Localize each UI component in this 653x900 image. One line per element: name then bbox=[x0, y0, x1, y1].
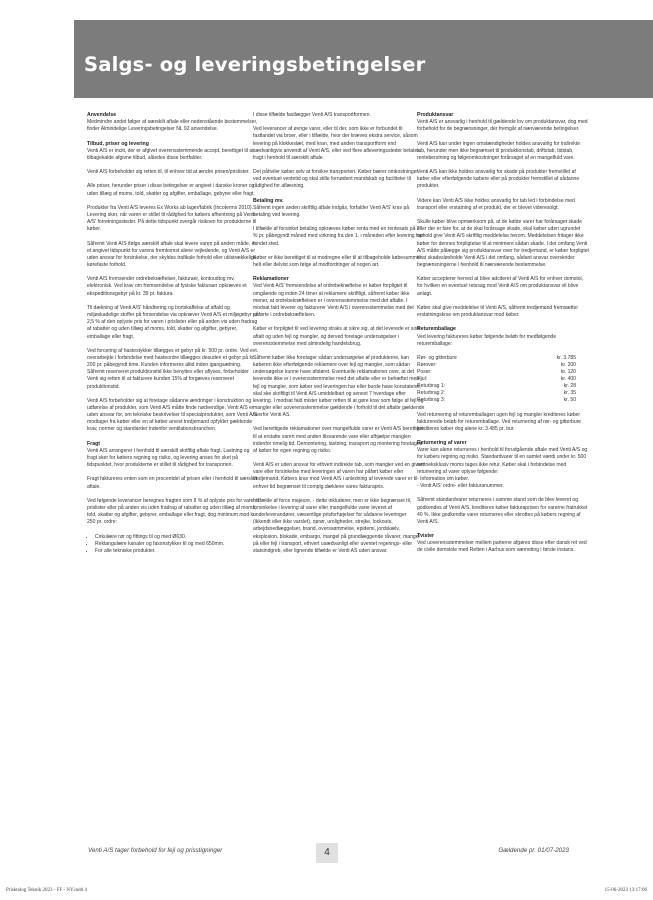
paragraph-text: Ved leverancer af øvrige varer, eller til der, som ikke er forbundet til fastlandet via broer, eller i tilfælde, hvor der kræves ekstra service, såsom levering på klokkeslæt, med kran, med anden transportform end sædvanligvis anvendt af Venti A/S, eller ved flere afleveringssteder betales fragt i henhold til særskilt aftale. bbox=[253, 126, 420, 161]
terms-paragraph bbox=[253, 426, 425, 455]
paragraph-text: Medmindre andet følger af særskilt aftale eller nedenstående bestemmelser, finder Almindelige Leveringsbetingelser NL 92 anvendelse. bbox=[87, 119, 258, 133]
terms-paragraph bbox=[417, 198, 589, 212]
paragraph-text: Køber er ikke berettiget til at modregne eller til at tilbageholde købesummen helt eller delvist som følge af modfordringer af nogen art. bbox=[253, 254, 423, 269]
terms-paragraph bbox=[253, 169, 425, 190]
paragraph-text: Ved uoverensstemmelser mellem parterne afgøres disse efter dansk ret ved de civile domstole med Retten i Aarhus som værneting i første instans. bbox=[417, 540, 587, 554]
packaging-price: kr. 50 bbox=[563, 397, 576, 404]
paragraph-text: Venti A/S er ansvarlig i henhold til gældende lov om produktansvar, dog med forbehold for de begrænsninger, der fremgår af nærværende betingelser. bbox=[417, 119, 588, 133]
column-right bbox=[417, 112, 589, 562]
terms-paragraph bbox=[253, 355, 425, 419]
section-heading: Tilbud, priser og levering bbox=[87, 140, 149, 147]
paragraph-text: Ved berettigede reklamationer over mangelfulde varer er Venti A/S berettiget til at erstatte varen med anden tilsvarende vare eller afhjælpe manglen indenfor rimelig tid. Demontering, lastning, transport og montering foretages af køber for egen regning og risiko. bbox=[253, 426, 424, 454]
terms-paragraph bbox=[87, 498, 259, 527]
paragraph-text: Videre kan Venti A/S ikke holdes ansvarlig for tab led i forbindelse med transport eller erstatning af et produkt, der er blevet videresolgt. bbox=[417, 197, 575, 211]
terms-sections-left bbox=[87, 112, 259, 526]
packaging-price: kr. 400 bbox=[560, 376, 576, 383]
paragraph-text: Såfremt køber ikke foretager sådan undersøgelse af produkterne, kan køberen ikke efterfølgende reklamere over fejl og mangler, som sådan undersøgelse kunne have afsløret. Eventuelle reklamationer over, at det leverede ikke er i overensstemmelse med det aftalte eller er behæftet med fejl og mangler, som køber ved leveringen har eller burde have konstateret, skal ske skriftligt til Venti A/S umiddelbart og senest 7 hverdage efter levering. I modsat fald mister køber retten til at gøre krav som følge af fejl og mangler eller uoverensstemmelse gældende i forhold til det aftalte gældende overfor Venti AS. bbox=[253, 354, 425, 419]
footer-disclaimer: Venti A/S tager forbehold for fejl og prisstigninger bbox=[88, 847, 223, 854]
paragraph-text: Venti A/S forbeholder sig at foretage sådanne ændringer i konstruktion og udførelse af produkter, som Venti A/S måtte finde nødvendige. Venti A/S er uden ansvar for, om tekniske beskrivelser til specialprodukter, som Venti A/S modtager fra køber eller en af køber anvist tredjemand opfylder gældende krav, normer og standarder indenfor ventilationsbranchen. bbox=[87, 397, 258, 433]
paragraph-text: Ved Venti A/S' fremsendelse af ordrebekræftelse er køber forpligtet til omgående og inden 24 timer at reklamere skriftligt, såfremt køber ikke mener, at ordrebekræftelsen er i overensstemmelse med det aftalte. I modsat fald leverer og fakturerer Venti A/S i overensstemmelse med det anførte i ordrebekræftelsen. bbox=[253, 283, 414, 319]
page-title: Salgs- og leveringsbetingelser bbox=[84, 53, 426, 76]
terms-paragraph bbox=[87, 348, 259, 391]
column-left bbox=[87, 112, 259, 562]
terms-sections-middle bbox=[253, 112, 425, 555]
table-row bbox=[417, 355, 576, 362]
packaging-name: Rør- og gitterbure bbox=[417, 354, 457, 361]
column-middle bbox=[253, 112, 425, 562]
terms-paragraph bbox=[87, 398, 259, 434]
paragraph-text: Alle priser, herunder priser i disse betingelser er angivet i danske kroner og uden tillæg af moms, told, skatter og afgifter, emballage, gebyrer eller fragt. bbox=[87, 183, 255, 197]
paragraph-text: Venti A/S er uden ansvar for ethvert indirekte tab, som mangler ved en given vare eller forsinkelse med leveringen af varen har påført køber eller tredjemand. Købers krav mod Venti A/S i anledning af leverede varer er til enhver tid begrænset til complg.dæklene vares fakturapris. bbox=[253, 462, 424, 490]
paragraph-text: Ved forcering af hastestykker tillægges et gebyr på kr. 500 pr. ordre. Ved evt. overarbejde i forbindelse med hasteordre tillægges desuden et gebyr på kr. 200 pr. påbegyndt time. Kunden informeres altid inden igangsætning. Såfremt reserveret produktionstid ikke benyttes eller aflyses, forbeholder Venti sig retten til at fakturere kunden 15% af forgæves reserveret produktionstid. bbox=[87, 347, 259, 390]
paragraph-text: I tilfælde af force majeure, - dette inkluderer, men er ikke begrænset til, forsinkelse i levering af varer eller mangelfulde varer leveret af underleverandører, væsentlige prisforhøjelser for sådanne leveringer (ikkendt eller ikke varslet), oprør, uroligheder, strejke, lockouts, arbejdsnedlæggelser, brand, oversvømmelse, epidemi, jordskælv, eksplosion, blokade, embargo, mangel på grundlæggende råvarer, mangel på eller fejl i transport, ethvert usædvanligt eller uventet regerings- eller statsindgreb, eller lignende tilfælde er Venti AS uden ansvar. bbox=[253, 497, 420, 554]
paragraph-text: Fragt faktureres enten som en procentdel af prisen eller i henhold til særskilt aftale. bbox=[87, 476, 257, 490]
section-heading: Tvister bbox=[417, 533, 435, 540]
packaging-name: Hjul: bbox=[417, 376, 428, 383]
list-item: • For alle tekniske produkter. bbox=[95, 548, 259, 555]
paragraph-text: Ved følgende leverancer beregnes fragten som 8 % af oplyste pris for varen i prislister eller på anden vis uden fradrag af rabatter og uden tillæg af moms, told, skatter og afgifter, gebyrer, emballage eller fragt, dog minimum mod kr. 250 pr. ordre: bbox=[87, 497, 259, 526]
terms-paragraph bbox=[87, 305, 259, 341]
terms-paragraph bbox=[253, 276, 425, 319]
terms-paragraph bbox=[87, 183, 259, 197]
terms-paragraph bbox=[417, 141, 589, 162]
section-heading: Anvendelse bbox=[87, 112, 117, 118]
terms-paragraph bbox=[417, 326, 589, 348]
packaging-price: kr. 200 bbox=[560, 362, 576, 368]
terms-paragraph bbox=[87, 241, 259, 270]
table-row bbox=[417, 362, 576, 369]
section-heading: Returnering af varer bbox=[417, 440, 467, 447]
terms-paragraph bbox=[87, 112, 259, 134]
paragraph-text: Køber skal give meddelelse til Venti A/S, såfremt tredjemand fremsætter erstatningskrav om produktansvar mod køber. bbox=[417, 304, 579, 319]
packaging-name: Poser: bbox=[417, 369, 432, 376]
paragraph-text: Venti A/S fremsender ordrebekræftelser, fakturaer, kontoudtog mv. elektronisk. Ved krav om fremsendelse af fysiske fakturaer opkræves et ekspeditionsgebyr på kr. 39 pr. faktura. bbox=[87, 276, 247, 297]
paragraph-text: Køber accepterer herved at blive adciteret af Venti A/S for enhver domstol, for hvilken en eventuel retssag mod Venti A/S om produktansvar vil blive anlagt. bbox=[417, 276, 584, 297]
packaging-name: Returbrag 2: bbox=[417, 390, 446, 397]
terms-paragraph bbox=[87, 476, 259, 490]
terms-paragraph bbox=[253, 498, 425, 555]
terms-paragraph bbox=[417, 440, 589, 490]
paragraph-text: Venti A/S forbeholder sig retten til, til enhver tid at ændre prisen/prislister. bbox=[87, 169, 250, 176]
print-slug-file: Prisktalog Teknik 2023 - FF - NY.indd 4 bbox=[6, 888, 87, 893]
terms-paragraph bbox=[417, 276, 589, 297]
terms-paragraph bbox=[417, 305, 589, 319]
table-row bbox=[417, 369, 576, 376]
paragraph-text: Varer kan alene returneres i henhold til forudgående aftale med Venti A/S og for købers regning og risiko. Standardvarer til en samlet værdi under kr. 500 nettoeksklusiv moms tages ikke retur. Køber skal i forbindelse med returnering af varer oplyse følgende: - Information om køber. - Venti A/S' ordre- eller fakturanummer. bbox=[417, 447, 588, 490]
table-row bbox=[417, 383, 576, 390]
packaging-price: kr. 28 bbox=[563, 383, 576, 390]
page-number: 4 bbox=[316, 843, 338, 863]
table-row bbox=[417, 376, 576, 383]
paragraph-text: Såfremt Venti A/S ifølge særskilt aftale skal levere varen på anden måde, er et angivet tidspunkt for varens fremkomst alene vejledende, og Venti A/S er uden ansvar for forsinkelse, der skyldes trafikale forhold eller utilstrækkelige kørefaste forhold. bbox=[87, 240, 257, 269]
paragraph-text: Såfremt standardvarer returneres i samme stand som de blev leveret og godkendes af Venti A/S, krediteres køber fakturaprisen for varerne fratrukket 40 %. Ikke godkendte varer returneres eller skrottes på købers regning af Venti A/S. bbox=[417, 497, 588, 525]
paragraph-text: Til dækning af Venti A/S' håndtering og bortskaffelse af affald og miljøskadelige stoffer på forsendelse via opkræver Venti A/S et miljøgebyr på 2,5 % af den oplyste pris for varen i prislister eller på anden vis uden fradrag af rabatter og uden tillæg af moms, told, skatter og afgifter, gebyrer, emballage eller fragt. bbox=[87, 304, 259, 340]
terms-paragraph bbox=[87, 276, 259, 297]
section-heading: Produktansvar bbox=[417, 112, 454, 118]
terms-paragraph bbox=[417, 219, 589, 269]
paragraph-text: Venti A/S kan ikke holdes ansvarlig for skade på produkter fremstillet af køber eller efterfølgende købere eller på produkter fremstillet af sådanne produkter. bbox=[417, 169, 580, 190]
terms-paragraph bbox=[87, 441, 259, 470]
paragraph-text: Såfremt ingen anden skriftlig aftale indgås, forfalder Venti A/S' krav på betaling ved levering. bbox=[253, 204, 410, 219]
return-packaging-table bbox=[417, 355, 576, 405]
packaging-price: kr. 120 bbox=[560, 369, 576, 376]
section-heading: Fragt bbox=[87, 440, 100, 447]
packaging-name: Rørover: bbox=[417, 362, 437, 368]
table-row bbox=[417, 397, 576, 404]
terms-paragraph bbox=[417, 169, 589, 190]
terms-paragraph bbox=[417, 112, 589, 134]
terms-paragraph bbox=[253, 326, 425, 347]
paragraph-text: Venti A/S er inciti, der er afgivet overensstemmende accept, berettiget til at tilbagekalde afgivne tilbud, således disse bortfalder. bbox=[87, 147, 254, 161]
terms-paragraph bbox=[417, 412, 589, 433]
terms-paragraph bbox=[87, 141, 259, 163]
terms-paragraph bbox=[253, 462, 425, 491]
terms-paragraph bbox=[417, 497, 589, 526]
paragraph-text: Skulle køber blive opmærksom på, at de købte varer har forårsaget skade eller der er fare for, at de skal forårsage skade, skal køber uden ugrundet ophold give Venti A/S skriftlig meddelelse herom. Meddelelsen fritager ikke køber for dennes forpligtelse til at minimere sådan skade. I det omfang Venti A/S måtte pålægge sig produktansvar over for tredjemand, er køber forpligtet til at skadesløsholde Venti A/S i det omfang, sådant ansvar overskrider begrænsningerne i henhold til nærværende bestemmelse. bbox=[417, 219, 589, 269]
table-row bbox=[417, 390, 576, 397]
paragraph-text: I disse tilfælde fastlægger Venti A/S transportformen. bbox=[253, 112, 371, 118]
list-item: • Cirkulære rør og fittings til og med Ø630. bbox=[95, 534, 259, 541]
terms-paragraph bbox=[253, 255, 425, 269]
terms-paragraph bbox=[253, 126, 425, 162]
print-slug-date: 15-06-2023 13:17:06 bbox=[604, 888, 647, 893]
terms-paragraph bbox=[253, 198, 425, 220]
section-heading: Returemballage bbox=[417, 326, 456, 333]
terms-sections-right-lower bbox=[417, 412, 589, 555]
terms-paragraph bbox=[87, 205, 259, 234]
footer-validity: Gældende pr. 01/07-2023 bbox=[498, 847, 569, 854]
paragraph-text: Køber er forpligtet til ved levering straks at sikre sig, at det leverede er som aftalt og uden fejl og mangler, og derved foretage undersøgelser i overensstemmelse med almindelig handelsbrug. bbox=[253, 326, 421, 347]
paragraph-text: I tilfælde af forsinket betaling opkræves køber renta med en rentesats på 2 % pr. påbegyndt måned med virkning fra den 1. i måneden efter levering har fundet sted. bbox=[253, 226, 424, 247]
paragraph-text: Ved levering faktureres køber følgende beløb for medfølgende returemballage: bbox=[417, 333, 557, 347]
terms-paragraph bbox=[417, 533, 589, 555]
packaging-price: kr. 3.785 bbox=[556, 354, 576, 361]
freight-product-list bbox=[87, 534, 259, 555]
terms-sections-right bbox=[417, 112, 589, 348]
paragraph-text: Produkter fra Venti A/S leveres Ex Works ab lager/fabrik (Incoterms 2010). Levering sker, når varen er stillet til rådighed for købers afhentning på Venti A/S' forretningssteder. På dette tidspunkt overgår risikoen for produkterne til køber. bbox=[87, 204, 257, 233]
paragraph-text: Ved returnering af returemballagen ugen fejl og mangler krediteres køber fakturerede beløb for returemballage. Ved returnering af rør- og gitterbure krediteres køber dog alene kr. 3.485 pr. bur. bbox=[417, 411, 582, 432]
packaging-name: Returbrag 1: bbox=[417, 383, 446, 390]
paragraph-text: Venti A/S arrangerer i henhold til særskilt skriftlig aftale fragt. Lastning og fragt sker for købers regning og risiko, og levering anses for sket på tidspunktet, hvor produkterne er stillet til rådighed for transporten. bbox=[87, 447, 250, 469]
terms-paragraph bbox=[87, 169, 259, 176]
paragraph-text: Venti A/S kan under ingen omstændigheder holdes ansvarlig for indirekte tab, herunder men ikke begrænset til produktionstab, driftstab, tidstab, renteberstning og følgeomkostninger forårsaget af en mangelfuld vare. bbox=[417, 140, 581, 161]
packaging-name: Returbrag 3: bbox=[417, 397, 446, 404]
packaging-price: kr. 35 bbox=[563, 390, 576, 397]
section-heading: Betaling mv. bbox=[253, 197, 284, 204]
list-item: • Rektangulære kanaler og fasonstykker til og med 650mm. bbox=[95, 541, 259, 548]
section-heading: Reklamationer bbox=[253, 276, 289, 283]
paragraph-text: Det påhviler køber selv at forsikre transporten. Køber bærer omkostninger ved eventuel ventetid og skal stille fornødent mandskab og faciliteter til rådighed for aflæsning. bbox=[253, 169, 419, 190]
terms-paragraph bbox=[253, 226, 425, 247]
terms-paragraph bbox=[253, 112, 425, 119]
